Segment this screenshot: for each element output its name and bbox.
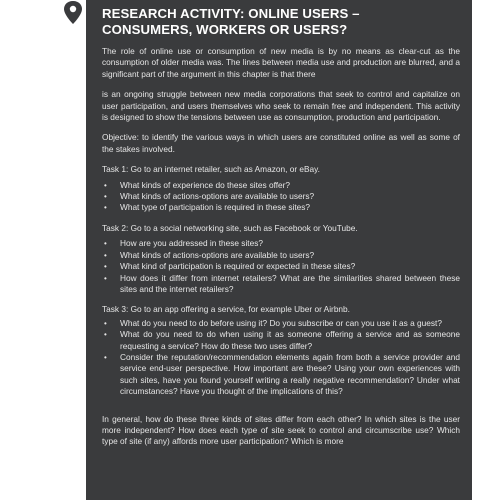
title-line-2: CONSUMERS, WORKERS OR USERS? [102,22,348,37]
title-line-1: RESEARCH ACTIVITY: ONLINE USERS – [102,6,360,21]
list-item: • Consider the reputation/recommendation elements again from both a service provider and service end-user perspective. How important are these? Using your own experiences with such sites, have you found yourself writing a really negative recommendation? Under what circumstances? Have you thought of the implications of this? [104,351,460,397]
bullet-icon: • [104,262,107,272]
list-item: • What do you need to do before using it? Do you subscribe or can you use it as a guest? [104,317,442,328]
list-item: • How are you addressed in these sites? [104,238,263,249]
list-item: • What do you need to do when using it as someone offering a service and as someone requesting a service? How do these two uses differ? [104,329,460,351]
list-item: • What kinds of experience do these sites offer? [104,179,291,190]
list-item: • What kind of participation is required or expected in these sites? [104,261,356,272]
task-3-heading: Task 3: Go to an app offering a service, for example Uber or Airbnb. [102,304,350,315]
bullet-icon: • [104,192,107,202]
objective-paragraph: Objective: to identify the various ways in which users are constituted online as well as some of the stakes involved. [102,132,460,154]
bullet-icon: • [104,180,107,190]
closing-paragraph: In general, how do these three kinds of sites differ from each other? In which sites is the user more independent? How does each type of site seek to control and circumscribe use? Which type of site (if any) affords more user participation? Which is more [102,413,460,447]
map-pin-icon [62,0,84,26]
list-item: • How does it differ from internet retailers? What are the similarities shared between these sites and the internet retailers? [104,272,460,294]
research-activity-panel [86,0,472,500]
list-item: • What type of participation is required in these sites? [104,202,311,213]
bullet-icon: • [104,203,107,213]
list-item: • What kinds of actions-options are available to users? [104,191,315,202]
bullet-icon: • [104,250,107,260]
intro-paragraph-2: is an ongoing struggle between new media corporations that seek to control and capitalize on user participation, and users themselves who seek to remain free and independent. This activity is designed to show the tensions between use as consumption, production and participation. [102,89,460,123]
intro-paragraph-1: The role of online use or consumption of new media is by no means as clear-cut as the consumption of older media was. The lines between media use and production are blurred, and a significant part of the argument in this chapter is that there [102,46,460,79]
bullet-icon: • [104,330,107,340]
bullet-icon: • [104,352,107,362]
bullet-icon: • [104,273,107,283]
task-3-list [102,318,460,398]
task-1-heading: Task 1: Go to an internet retailer, such as Amazon, or eBay. [102,164,320,175]
bullet-icon: • [104,239,107,249]
task-1-list [102,180,460,214]
bullet-icon: • [104,318,107,328]
activity-title [102,6,460,38]
list-item: • What kinds of actions-options are available to users? [104,249,315,260]
task-2-heading: Task 2: Go to a social networking site, such as Facebook or YouTube. [102,222,358,233]
activity-body [102,46,460,448]
task-2-list [102,238,460,295]
